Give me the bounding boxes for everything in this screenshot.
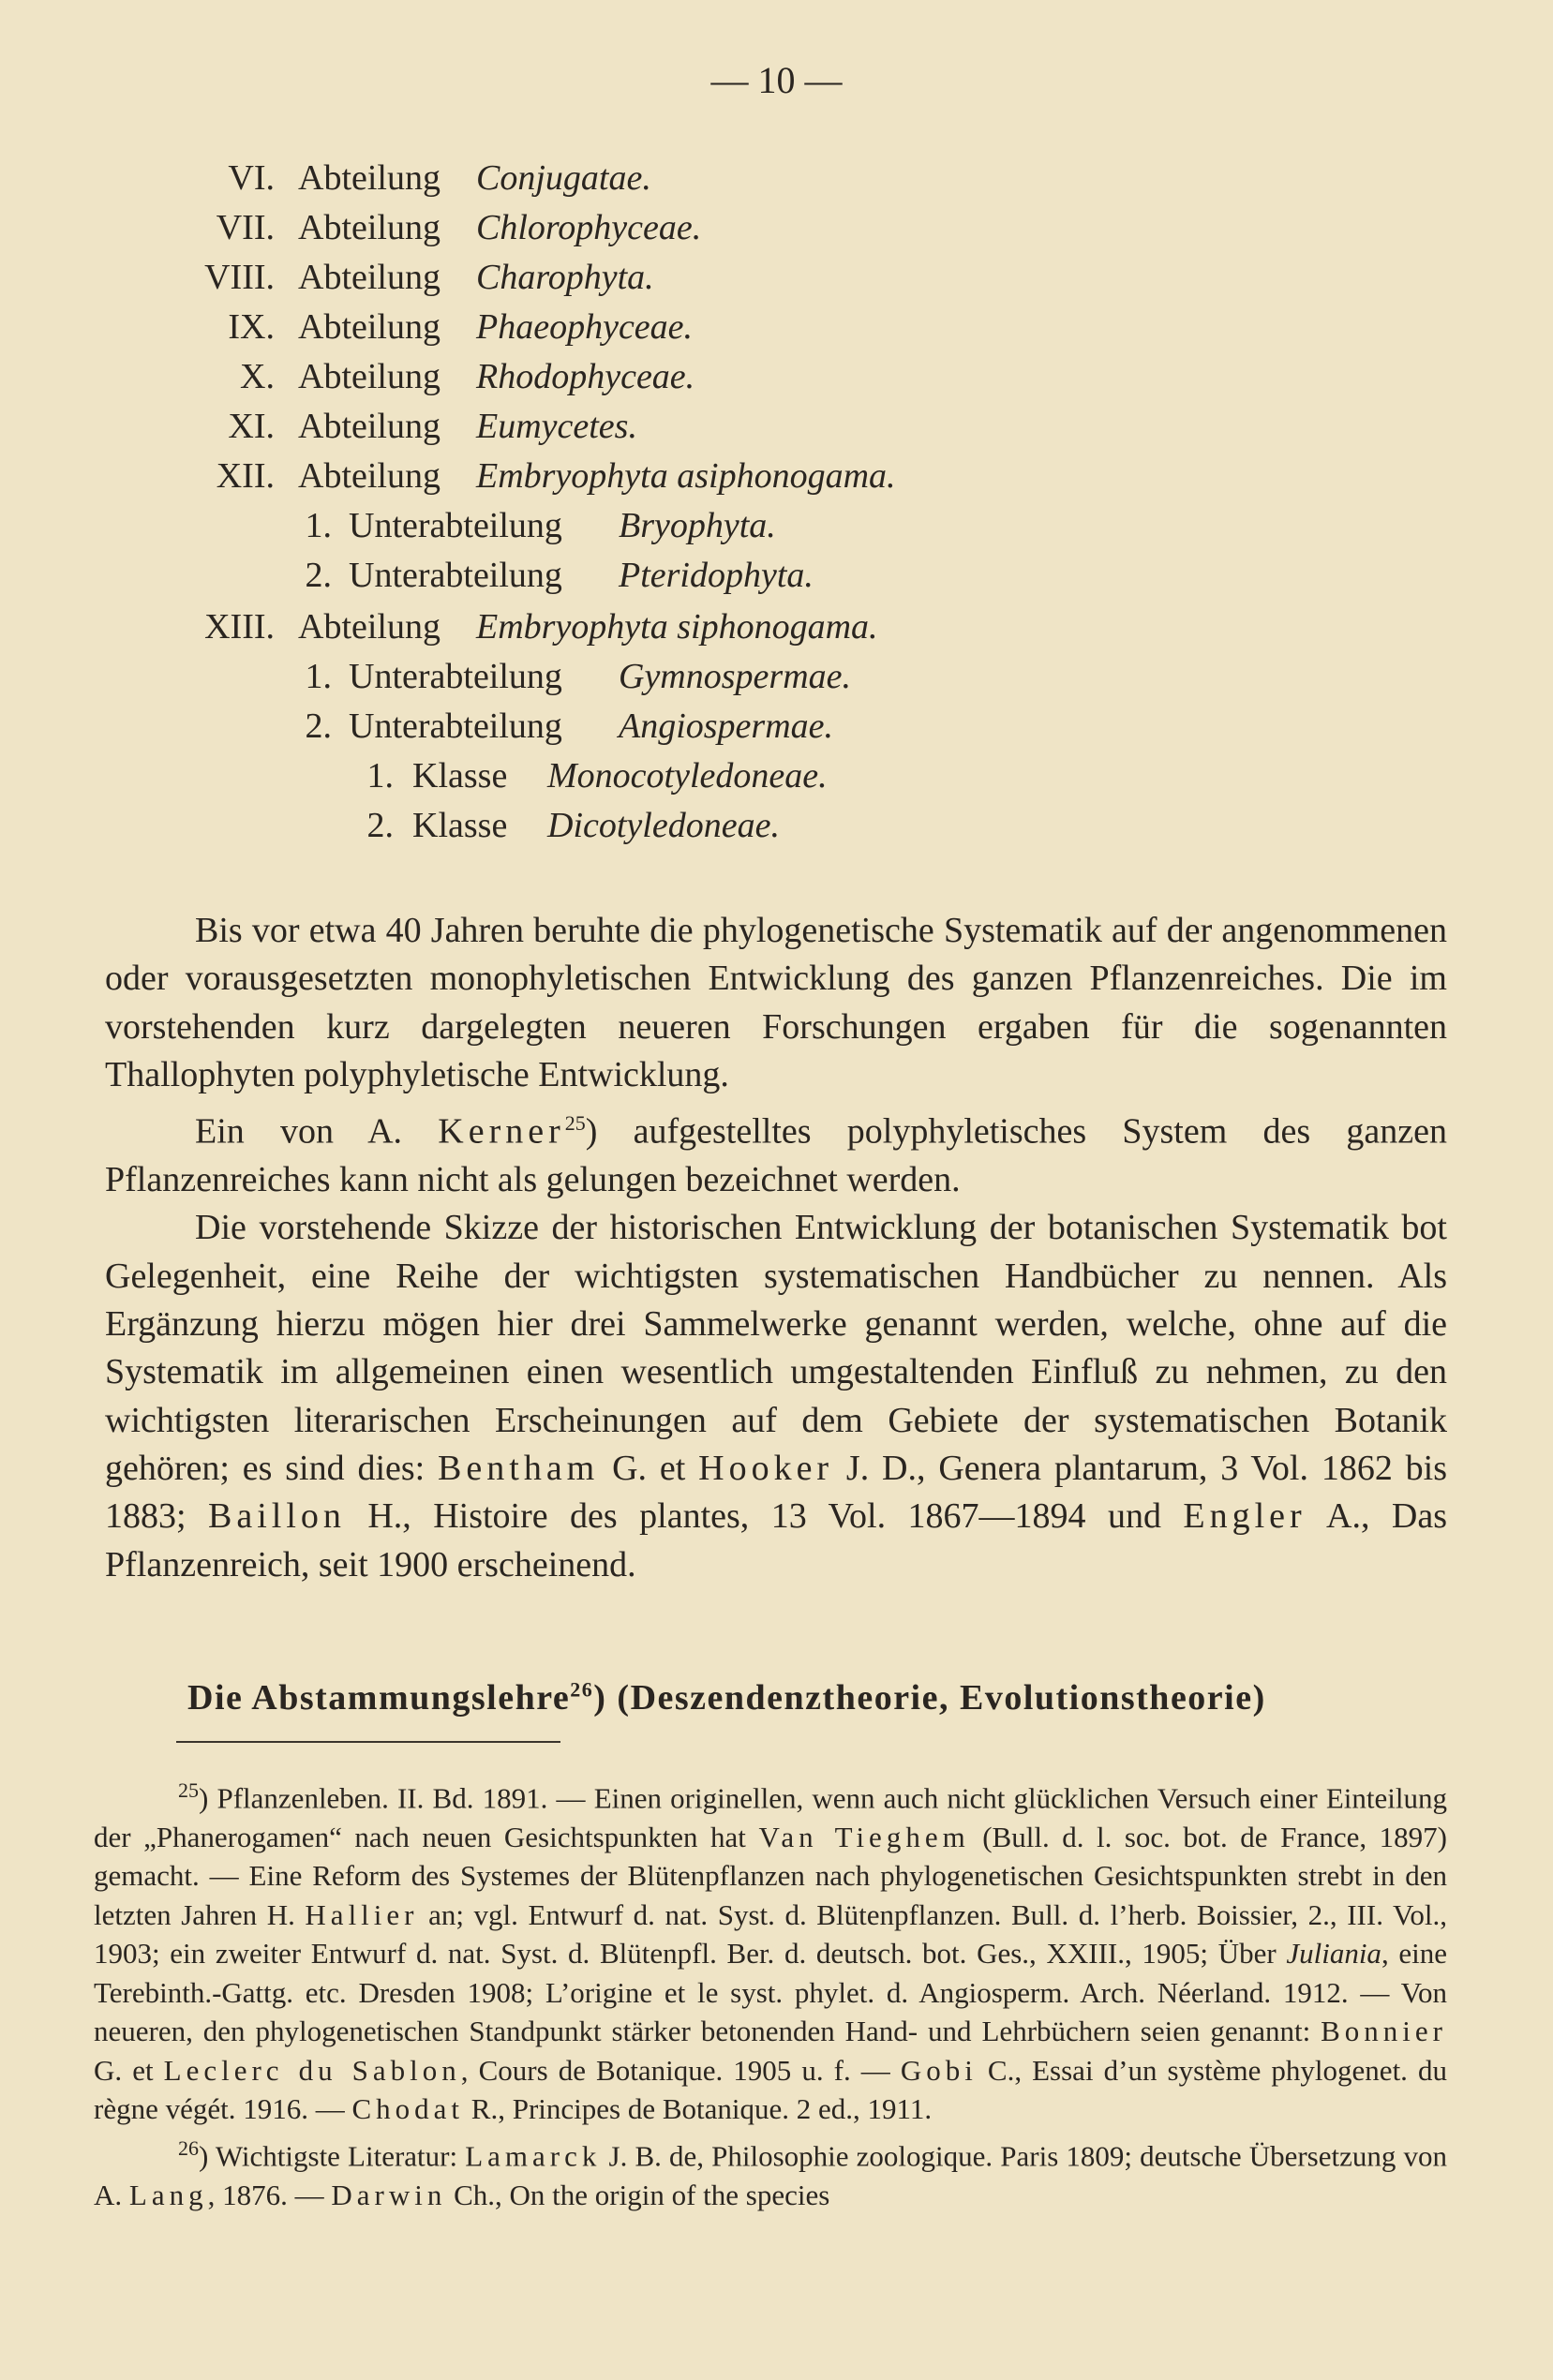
- row-number: 2.: [305, 707, 332, 746]
- text-run: J. D., Genera plantarum, 3 Vol. 1862 bis 1883;: [105, 1448, 1447, 1537]
- heading-text: ) (Deszendenztheorie, Evolutionstheorie): [593, 1678, 1266, 1718]
- taxon-name: Eumycetes.: [476, 407, 637, 446]
- footnote-ref: 25: [564, 1111, 586, 1136]
- classification-row: [0, 303, 1553, 351]
- paragraph-1: Bis vor etwa 40 Jahren beruhte die phylogenetische Systematik auf der angenommenen oder vorausgesetzten monophyletischen Entwicklung des ganzen Pflanzenreiches. Die im vorstehenden kurz dargelegten neueren Forschungen ergaben für die sogenannten Thallophyten polyphyletische Entwicklung.: [105, 911, 1447, 1094]
- section-heading: [187, 1677, 1448, 1718]
- author-name: Engler: [1183, 1496, 1307, 1537]
- text-run: (Bull. d. l. soc. bot. de France, 1897) gemacht. — Eine Reform des Systemes der Blütenpflanzen nach phylogenetischen Gesichtspunkten strebt in den letzten Jahren H.: [94, 1820, 1448, 1931]
- classification-row: [0, 652, 1553, 701]
- taxon-name: Embryophyta asiphonogama.: [476, 456, 896, 496]
- rank-label: Abteilung: [298, 456, 441, 496]
- footnote-26: [94, 2129, 1447, 2214]
- row-number: X.: [240, 357, 275, 396]
- taxon-name: Pteridophyta.: [619, 556, 814, 595]
- paragraph-3: [105, 1204, 1447, 1588]
- text-run: ) aufgestelltes polyphyletisches System des ganzen Pflanzenreiches kann nicht als gelungen bezeichnet werden.: [105, 1111, 1447, 1200]
- row-number: VII.: [216, 208, 275, 247]
- text-run: Die vorstehende Skizze der historischen Entwicklung der botanischen Systematik bot Gelegenheit, eine Reihe der wichtigsten systematischen Handbücher zu nennen. Als Ergänzung hierzu mögen hier drei Sammelwerke genannt werden, welche, ohne auf die Systematik im allgemeinen einen wesentlich umgestaltenden Einfluß zu nehmen, zu den wichtigsten literarischen Erscheinungen auf dem Gebiete der systematischen Botanik gehören; es sind dies:: [105, 1208, 1447, 1488]
- row-number: VIII.: [204, 258, 275, 297]
- text-run: Ch., On the origin of the species: [446, 2178, 830, 2211]
- rank-label: Abteilung: [298, 607, 441, 647]
- author-name: Lamarck: [465, 2139, 602, 2173]
- author-name: Bonnier: [1321, 2015, 1447, 2048]
- footnote-number: 25: [178, 1778, 199, 1802]
- classification-row: [0, 452, 1553, 500]
- rank-label: Unterabteilung: [349, 506, 562, 545]
- text-run: H., Histoire des plantes, 13 Vol. 1867—1894 und: [345, 1496, 1184, 1537]
- footnote-ref: 26: [570, 1677, 594, 1702]
- text-run: G. et: [94, 2053, 164, 2087]
- rank-label: Klasse: [412, 806, 508, 845]
- row-number: 1.: [366, 756, 394, 796]
- text-run: J. B. de, Philosophie zoologique. Paris 1809; deutsche Übersetzung von A.: [94, 2139, 1447, 2211]
- taxon-name: Dicotyledoneae.: [547, 806, 780, 845]
- text-run: , 1876. —: [207, 2178, 332, 2211]
- genus-name: Juliania: [1286, 1937, 1381, 1971]
- author-name: Van Tieghem: [758, 1820, 970, 1853]
- classification-row: [0, 253, 1553, 302]
- classification-row: [0, 352, 1553, 401]
- text-run: , eine Terebinth.-Gattg. etc. Dresden 1908; L’origine et le syst. phylet. d. Angiosperm. Arch. Néerland. 1912. — Von neueren, den phylogenetischen Standpunkt stärker betonenden Hand- und Lehrbüchern seien genannt:: [94, 1937, 1447, 2048]
- row-number: 2.: [305, 556, 332, 595]
- rank-label: Klasse: [412, 756, 508, 796]
- author-name: Baillon: [208, 1496, 346, 1537]
- author-name: Lang: [128, 2178, 208, 2211]
- row-number: 1.: [305, 657, 332, 696]
- text-run: A., Das Pflanzenreich, seit 1900 erscheinend.: [105, 1496, 1447, 1584]
- author-name: Leclerc du Sablon: [163, 2053, 461, 2087]
- rank-label: Abteilung: [298, 307, 441, 347]
- text-run: ) Pflanzenleben. II. Bd. 1891. — Einen originellen, wenn auch nicht glücklichen Versuch einer Einteilung der „Phanerogamen“ nach neuen Gesichtspunkten hat: [94, 1781, 1447, 1853]
- text-run: C., Essai d’un système phylogenet. du règne végét. 1916. —: [94, 2053, 1447, 2126]
- author-name: Gobi: [900, 2053, 978, 2087]
- heading-text: Die Abstammungslehre: [187, 1678, 571, 1718]
- row-number: XIII.: [204, 607, 275, 647]
- classification-row: [0, 551, 1553, 600]
- row-number: IX.: [228, 307, 275, 347]
- author-name: Kerner: [438, 1111, 565, 1152]
- taxon-name: Chlorophyceae.: [476, 208, 702, 247]
- text-run: an; vgl. Entwurf d. nat. Syst. d. Blütenpflanzen. Bull. d. l’herb. Boissier, 2., III. Vol., 1903; ein zweiter Entwurf d. nat. Syst. d. Blütenpfl. Ber. d. deutsch. bot. Ges., XXIII., 1905; Über: [94, 1897, 1447, 1971]
- rank-label: Abteilung: [298, 208, 441, 247]
- taxon-name: Embryophyta siphonogama.: [476, 607, 878, 647]
- row-number: 1.: [305, 506, 332, 545]
- text-run: ) Wichtigste Literatur:: [199, 2139, 466, 2173]
- text-run: R., Principes de Botanique. 2 ed., 1911.: [464, 2092, 933, 2126]
- author-name: Darwin: [331, 2178, 447, 2211]
- footnote-number: 26: [178, 2135, 199, 2160]
- main-text: [105, 907, 1447, 1589]
- row-number: XII.: [216, 456, 275, 496]
- classification-row: [0, 203, 1553, 252]
- classification-row: [0, 801, 1553, 850]
- rank-label: Abteilung: [298, 407, 441, 446]
- author-name: Hallier: [305, 1897, 419, 1931]
- rank-label: Abteilung: [298, 357, 441, 396]
- taxon-name: Conjugatae.: [476, 158, 651, 198]
- author-name: Bentham: [438, 1448, 600, 1488]
- rank-label: Unterabteilung: [349, 657, 562, 696]
- page-number: — 10 —: [710, 59, 843, 101]
- text-run: Ein von A.: [195, 1111, 439, 1152]
- taxon-name: Rhodophyceae.: [476, 357, 695, 396]
- classification-row: [0, 402, 1553, 451]
- footnote-divider: [176, 1741, 560, 1743]
- paragraph-2: [105, 1099, 1447, 1204]
- taxon-name: Gymnospermae.: [619, 657, 852, 696]
- text-run: G. et: [599, 1448, 699, 1488]
- taxon-name: Bryophyta.: [619, 506, 776, 545]
- classification-row: [0, 702, 1553, 751]
- row-number: VI.: [228, 158, 275, 198]
- author-name: Hooker: [698, 1448, 834, 1488]
- rank-label: Abteilung: [298, 258, 441, 297]
- rank-label: Unterabteilung: [349, 707, 562, 746]
- author-name: Chodat: [351, 2092, 465, 2126]
- text-run: , Cours de Botanique. 1905 u. f. —: [460, 2053, 901, 2087]
- footnote-25: [94, 1771, 1447, 2129]
- classification-row: [0, 154, 1553, 202]
- classification-row: [0, 602, 1553, 651]
- rank-label: Unterabteilung: [349, 556, 562, 595]
- taxon-name: Angiospermae.: [619, 707, 834, 746]
- row-number: XI.: [228, 407, 275, 446]
- classification-row: [0, 751, 1553, 800]
- footnotes: [94, 1771, 1447, 2214]
- taxon-name: Phaeophyceae.: [476, 307, 694, 347]
- classification-row: [0, 501, 1553, 550]
- rank-label: Abteilung: [298, 158, 441, 198]
- taxon-name: Monocotyledoneae.: [547, 756, 828, 796]
- row-number: 2.: [366, 806, 394, 845]
- taxon-name: Charophyta.: [476, 258, 654, 297]
